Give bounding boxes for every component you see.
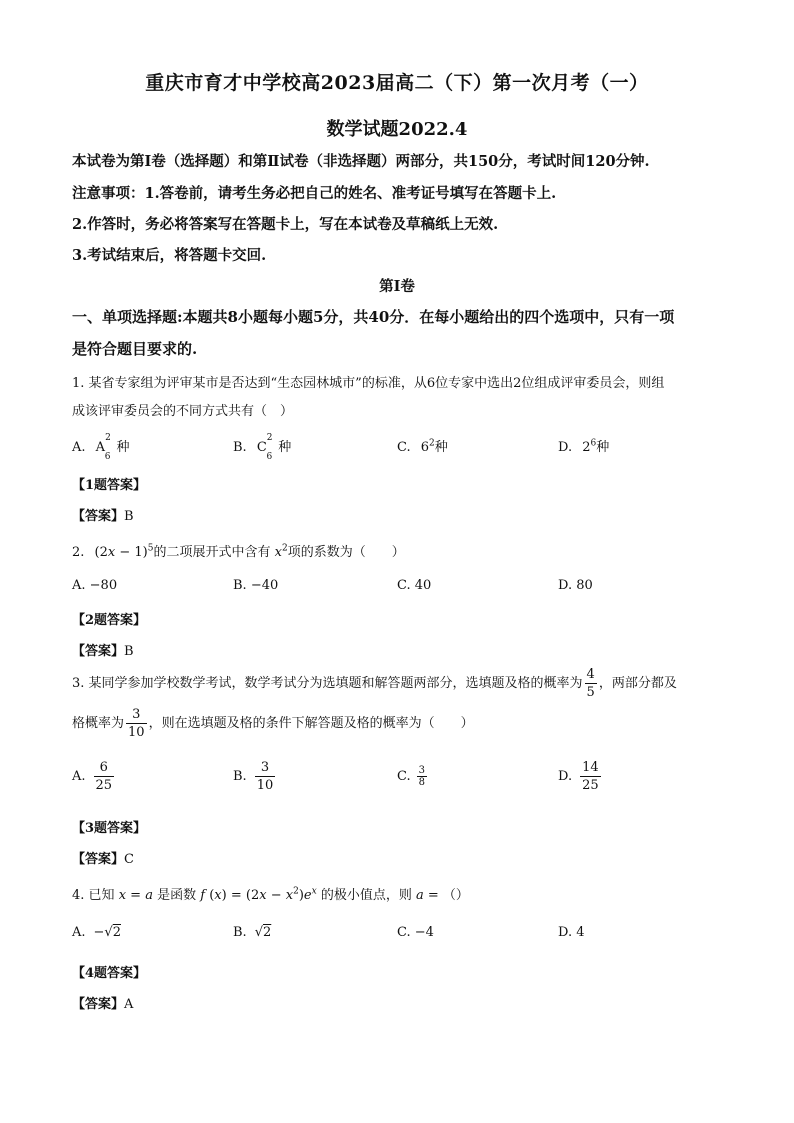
question-3-line-2 bbox=[72, 706, 474, 741]
math-expression: x = a bbox=[118, 888, 153, 903]
question-1-line-1: 1. 某省专家组为评审某市是否达到“生态园林城市”的标准，从6位专家中选出2位组成评审委员会，则组 bbox=[72, 376, 665, 391]
numerator: 3 bbox=[418, 765, 425, 776]
q4-option-a bbox=[72, 925, 121, 940]
q3-option-b bbox=[233, 759, 277, 794]
option-label: B. bbox=[233, 769, 247, 784]
numerator: 4 bbox=[586, 667, 595, 682]
q3-answer-title: 【3题答案】 bbox=[72, 821, 147, 836]
option-label: B. bbox=[233, 925, 247, 940]
q2-option-b: B. −40 bbox=[233, 578, 279, 593]
q4-answer bbox=[72, 993, 133, 1012]
section-heading-line-1: 一、单项选择题:本题共8小题每小题5分，共40分．在每小题给出的四个选项中，只有一项 bbox=[72, 308, 675, 326]
question-3-line-1 bbox=[72, 666, 677, 701]
numerator: 6 bbox=[94, 759, 115, 777]
question-4 bbox=[72, 884, 469, 903]
q1-option-c bbox=[397, 436, 448, 455]
question-text: 3. 某同学参加学校数学考试，数学考试分为选填题和解答题两部分，选填题及格的概率为 bbox=[72, 676, 583, 691]
option-suffix: 种 bbox=[596, 440, 610, 455]
math-function: f $(x) = (2x - x^2)e^x$ bbox=[200, 886, 317, 903]
option-label: C. bbox=[397, 440, 411, 455]
q4-option-d: D. 4 bbox=[558, 925, 585, 940]
q1-answer-title: 【1题答案】 bbox=[72, 478, 147, 493]
denominator: 8 bbox=[418, 777, 425, 788]
option-label: D. bbox=[558, 769, 573, 784]
answer-label: 【答案】 bbox=[72, 644, 125, 659]
q3-option-d bbox=[558, 759, 603, 794]
math-expression: $2^6$ bbox=[582, 438, 597, 455]
question-text-mid: 是函数 bbox=[157, 888, 197, 903]
math-expression: $C^2_6$ bbox=[256, 432, 273, 462]
q1-answer bbox=[72, 505, 134, 524]
answer-value: C bbox=[124, 852, 134, 867]
question-text-end: ，两部分都及 bbox=[598, 676, 677, 691]
fraction bbox=[126, 706, 147, 741]
math-expression: √2 bbox=[254, 925, 272, 940]
numerator: 3 bbox=[126, 706, 147, 724]
question-text: 4. 已知 bbox=[72, 888, 115, 903]
section-heading-line-2: 是符合题目要求的. bbox=[72, 340, 198, 358]
q4-option-c: C. −4 bbox=[397, 925, 434, 940]
q2-answer-title: 【2题答案】 bbox=[72, 613, 147, 628]
option-label: B. bbox=[233, 440, 247, 455]
page-subtitle: 数学试题2022.4 bbox=[326, 119, 468, 140]
denominator: 10 bbox=[256, 778, 274, 793]
fraction bbox=[94, 759, 115, 794]
question-number: 2. bbox=[72, 545, 85, 560]
q3-option-c bbox=[397, 765, 429, 788]
q2-option-c: C. 40 bbox=[397, 578, 432, 593]
option-label: A. bbox=[72, 440, 86, 455]
option-suffix: 种 bbox=[116, 440, 130, 455]
q4-answer-title: 【4题答案】 bbox=[72, 966, 147, 981]
answer-label: 【答案】 bbox=[72, 997, 125, 1012]
fraction bbox=[580, 759, 601, 794]
denominator: 25 bbox=[95, 778, 113, 793]
math-term: $x^2$ bbox=[274, 543, 288, 560]
part-heading: 第Ⅰ卷 bbox=[379, 278, 415, 295]
option-suffix: 种 bbox=[278, 440, 292, 455]
math-expression: $(2x - 1)^5$ bbox=[94, 543, 154, 560]
math-expression: $6^2$ bbox=[420, 438, 435, 455]
numerator: 14 bbox=[582, 760, 599, 775]
q2-option-a: A. −80 bbox=[72, 578, 118, 593]
denominator: 25 bbox=[582, 778, 599, 793]
option-label: A. bbox=[72, 769, 86, 784]
question-text: 的二项展开式中含有 bbox=[153, 545, 271, 560]
q2-answer bbox=[72, 640, 134, 659]
math-variable: a = bbox=[415, 888, 443, 903]
fraction bbox=[255, 759, 276, 794]
answer-label: 【答案】 bbox=[72, 852, 125, 867]
question-1-line-2: 成该评审委员会的不同方式共有（ ） bbox=[72, 404, 294, 419]
intro-rule-3: 3.考试结束后，将答题卡交回. bbox=[72, 247, 267, 264]
q4-option-b bbox=[233, 925, 271, 940]
question-2 bbox=[72, 541, 405, 560]
math-expression: $A^2_6$ bbox=[95, 432, 111, 462]
numerator: 3 bbox=[255, 759, 276, 777]
denominator: 5 bbox=[586, 685, 595, 700]
math-expression: −√2 bbox=[93, 925, 121, 940]
question-text-end: ，则在选填题及格的条件下解答题及格的概率为（ ） bbox=[148, 716, 474, 731]
intro-rule-2: 2.作答时，务必将答案写在答题卡上，写在本试卷及草稿纸上无效. bbox=[72, 216, 499, 233]
q2-option-d: D. 80 bbox=[558, 578, 593, 593]
q1-option-b bbox=[233, 432, 292, 462]
option-suffix: 种 bbox=[434, 440, 448, 455]
question-text: 格概率为 bbox=[72, 716, 125, 731]
answer-label: 【答案】 bbox=[72, 509, 125, 524]
denominator: 10 bbox=[128, 725, 145, 740]
q3-answer bbox=[72, 848, 134, 867]
answer-value: B bbox=[124, 509, 134, 524]
page-title: 重庆市育才中学校高2023届高二（下）第一次月考（一） bbox=[145, 72, 649, 94]
question-text-end: 的极小值点，则 bbox=[320, 888, 412, 903]
question-brackets: （） bbox=[442, 888, 469, 903]
answer-value: A bbox=[124, 997, 134, 1012]
q1-option-a bbox=[72, 432, 130, 462]
intro-line-1: 本试卷为第Ⅰ卷（选择题）和第Ⅱ试卷（非选择题）两部分，共150分，考试时间120分钟. bbox=[72, 153, 650, 170]
fraction bbox=[585, 666, 597, 701]
option-label: C. bbox=[397, 769, 411, 784]
intro-notice: 注意事项：1.答卷前，请考生务必把自己的姓名、准考证号填写在答题卡上. bbox=[72, 185, 557, 202]
option-label: D. bbox=[558, 440, 573, 455]
q1-option-d bbox=[558, 436, 609, 455]
fraction bbox=[417, 765, 427, 788]
option-label: A. bbox=[72, 925, 86, 940]
question-text-end: 项的系数为（ ） bbox=[287, 545, 405, 560]
answer-value: B bbox=[124, 644, 134, 659]
q3-option-a bbox=[72, 759, 116, 794]
